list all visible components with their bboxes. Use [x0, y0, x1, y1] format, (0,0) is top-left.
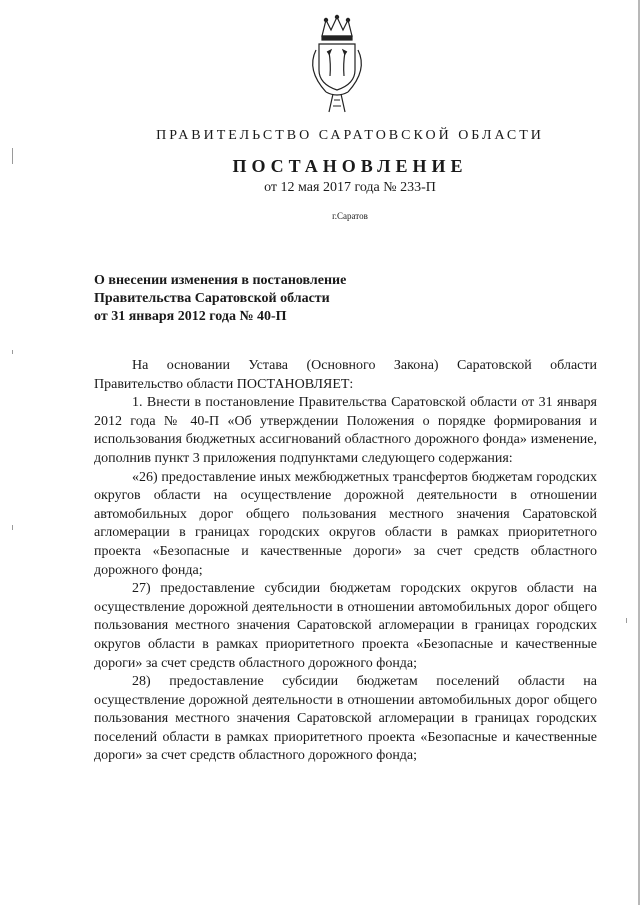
government-name: ПРАВИТЕЛЬСТВО САРАТОВСКОЙ ОБЛАСТИ	[156, 128, 544, 143]
body-paragraph: 1. Внести в постановление Правительства Саратовской области от 31 января 2012 года № 40-П «Об утверждении Положения о порядке формирования и использования бюджетных ассигнований областного дорожного фонда» изменение, дополнив пункт 3 приложения подпунктами следующего содержания:	[94, 395, 597, 466]
body-paragraph: «26) предоставление иных межбюджетных трансфертов бюджетам городских округов области на осуществление дорожной деятельности в отношении автомобильных дорог общего пользования местного значения Саратовской агломерации в границах городских округов области в рамках приоритетного проекта «Безопасные и качественные дороги» за счет средств областного дорожного фонда;	[94, 469, 597, 578]
body-paragraph: 28) предоставление субсидии бюджетам поселений области на осуществление дорожной деятельности в отношении автомобильных дорог общего пользования местного значения Саратовской агломерации в границах городских поселений области в рамках приоритетного проекта «Безопасные и качественные дороги» за счет средств областного дорожного фонда;	[94, 674, 597, 764]
subject-line: О внесении изменения в постановление	[94, 273, 347, 288]
subject-line: Правительства Саратовской области	[94, 291, 330, 306]
scan-mark	[12, 350, 13, 354]
saratov-coat-of-arms-icon	[296, 14, 378, 114]
document-subject	[94, 272, 346, 326]
scan-mark	[12, 525, 13, 530]
document-body	[94, 357, 597, 766]
body-paragraph: На основании Устава (Основного Закона) Саратовской области Правительство области ПОСТАНОВЛЯЕТ:	[94, 358, 597, 392]
document-type: ПОСТАНОВЛЕНИЕ	[232, 156, 468, 176]
subject-line: от 31 января 2012 года № 40-П	[94, 309, 287, 324]
body-paragraph: 27) предоставление субсидии бюджетам городских округов области на осуществление дорожной деятельности в отношении автомобильных дорог общего пользования местного значения Саратовской агломерации в границах городских округов области в рамках приоритетного проекта «Безопасные и качественные дороги» за счет средств областного дорожного фонда;	[94, 581, 597, 671]
document-city: г.Саратов	[332, 211, 368, 221]
scan-mark	[626, 618, 627, 623]
document-date-number: от 12 мая 2017 года № 233-П	[264, 180, 436, 195]
